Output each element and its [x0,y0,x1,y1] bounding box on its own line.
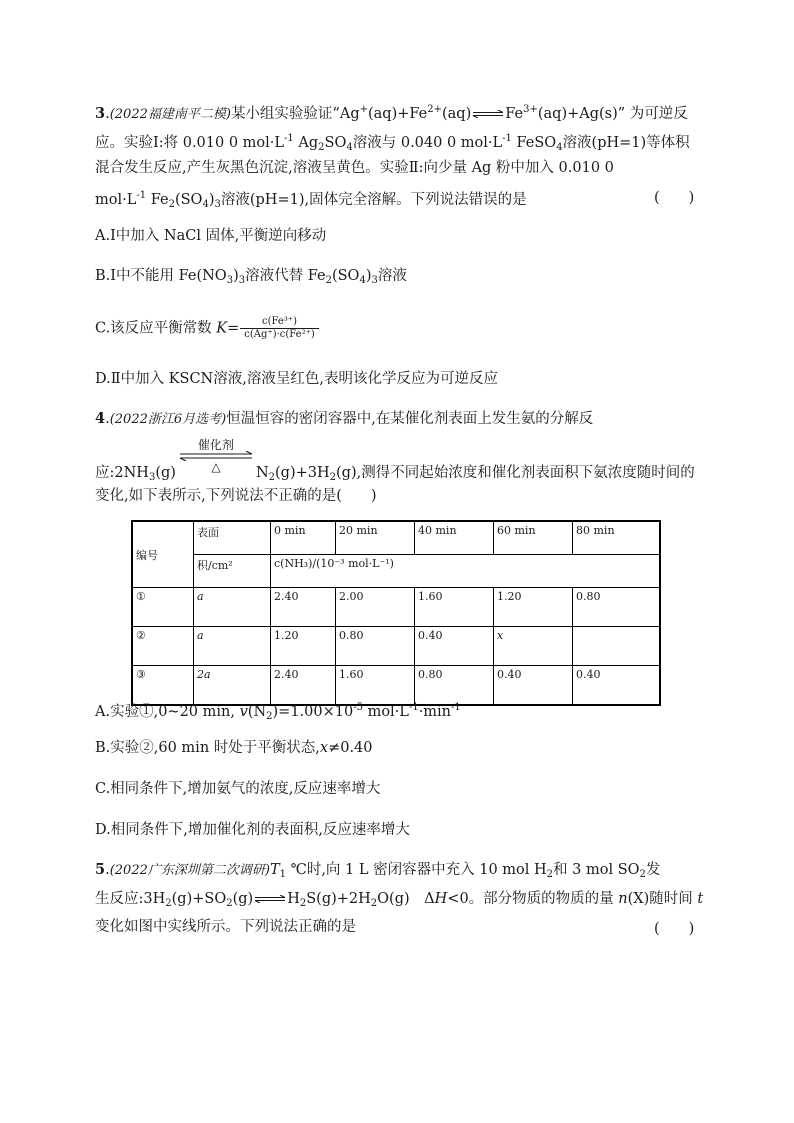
table-header-time: 80 min [573,521,661,555]
q3-stem-line4: $mol\cdot L^{-1}$ $Fe_2(SO_4)_3$溶液(pH=1),固体完全溶解。下列说法错误的是 [95,190,527,210]
catalyst-equilibrium-arrow-icon [176,438,256,477]
q3-option-b: B.Ⅰ中不能用 $Fe(NO_3)_3$溶液代替 $Fe_2(SO_4)_3$溶液 [95,268,407,286]
table-header-id: 编号 [132,521,194,588]
q4-option-c: C.相同条件下,增加氨气的浓度,反应速率增大 [95,781,381,797]
q5-source: (2022广东深圳第二次调研) [109,863,270,878]
q4-source: (2022浙江6月选考) [109,412,227,427]
equilibrium-constant-fraction: $\frac{\text{c(Fe³⁺)}}{\text{c(Ag⁺)·c(Fe²⁺)}}$ [240,316,318,341]
table-row: ② a 1.20 0.80 0.40 x [132,627,660,666]
table-header-time: 60 min [494,521,573,555]
q3-stem-line1: 3.(2022福建南平二模)某小组实验验证“$Ag^+(aq)+Fe^{2+}(aq)$ $Fe^{3+}(aq)+Ag(s)$” 为可逆反 [95,104,688,122]
q3-stem-line2: 应。实验Ⅰ:将 0.010 0 $mol\cdot L^{-1}$ $Ag_2SO_4$溶液与 0.040 0 $mol\cdot L^{-1}$ FeSO$_4$溶液(pH=1)等体积 [95,133,690,153]
q3-source: (2022福建南平二模) [109,107,231,122]
q5-stem-line3: 变化如图中实线所示。下列说法正确的是 [95,919,356,935]
q3-stem-line3: 混合发生反应,产生灰黑色沉淀,溶液呈黄色。实验Ⅱ:向少量 Ag 粉中加入 0.010 0 [95,160,614,176]
q3-option-c: C.该反应平衡常数 K= $\frac{\text{c(Fe³⁺)}}{\text{c(Ag⁺)·c(Fe²⁺)}}$ [95,316,319,341]
table-header-area-1: 表面 [194,521,271,555]
table-row: ③ 2a 2.40 1.60 0.80 0.40 0.40 [132,666,660,706]
q5-stem-line2: 生反应$:3H_2(g)+SO_2(g)$ $H_2S(g)+2H_2O(g)$ ΔH<0。部分物质的物质的量 n(X)随时间 t [95,891,704,909]
catalyst-label: 催化剂 [197,438,234,452]
q5-answer-parentheses: ( ) [654,921,695,937]
table-row: ① a 2.40 2.00 1.60 1.20 0.80 [132,588,660,627]
q4-number: 4 [95,410,106,427]
q5-number: 5 [95,861,106,878]
q4-stem-line3: 变化,如下表所示,下列说法不正确的是( ) [95,488,377,504]
q4-stem-line2: 应$:2NH_3(g)$ 催化剂 △ $N_2(g)+3H_2(g)$,测得不同起始浓度和催化剂表面积下氨浓度随时间的 [95,457,695,488]
q4-option-d: D.相同条件下,增加催化剂的表面积,反应速率增大 [95,822,410,838]
heat-symbol: △ [211,460,221,474]
table-header-time: 40 min [415,521,494,555]
q3-option-a: A.Ⅰ中加入 NaCl 固体,平衡逆向移动 [95,228,327,244]
table-header-time: 0 min [271,521,336,555]
table-header-concentration: c(NH₃)/(10⁻³ mol·L⁻¹) [271,555,661,588]
ammonia-concentration-table [131,520,661,706]
equilibrium-arrow-icon [253,895,287,903]
q3-option-d: D.Ⅱ中加入 KSCN溶液,溶液呈红色,表明该化学反应为可逆反应 [95,371,498,387]
table-header-area-2: 积/cm² [194,555,271,588]
q3-answer-parentheses: ( ) [654,190,695,206]
q3-number: 3 [95,105,106,122]
q5-stem-line1: 5.(2022广东深圳第二次调研)$T_1$ ℃时,向 1 L 密闭容器中充入 10 mol $H_2$和 3 mol $SO_2$发 [95,861,661,880]
table-header-time: 20 min [336,521,415,555]
q4-stem-line1: 4.(2022浙江6月选考)恒温恒容的密闭容器中,在某催化剂表面上发生氨的分解反 [95,410,594,427]
equilibrium-arrow-icon [471,110,505,118]
q4-option-a: A.实验①,0~20 min, $v(N_2)=1.00\times 10^{-5}$ $mol\cdot L^{-1}\cdot\min^{-1}$ [95,702,461,722]
q4-option-b: B.实验②,60 min 时处于平衡状态,x≠0.40 [95,740,373,756]
